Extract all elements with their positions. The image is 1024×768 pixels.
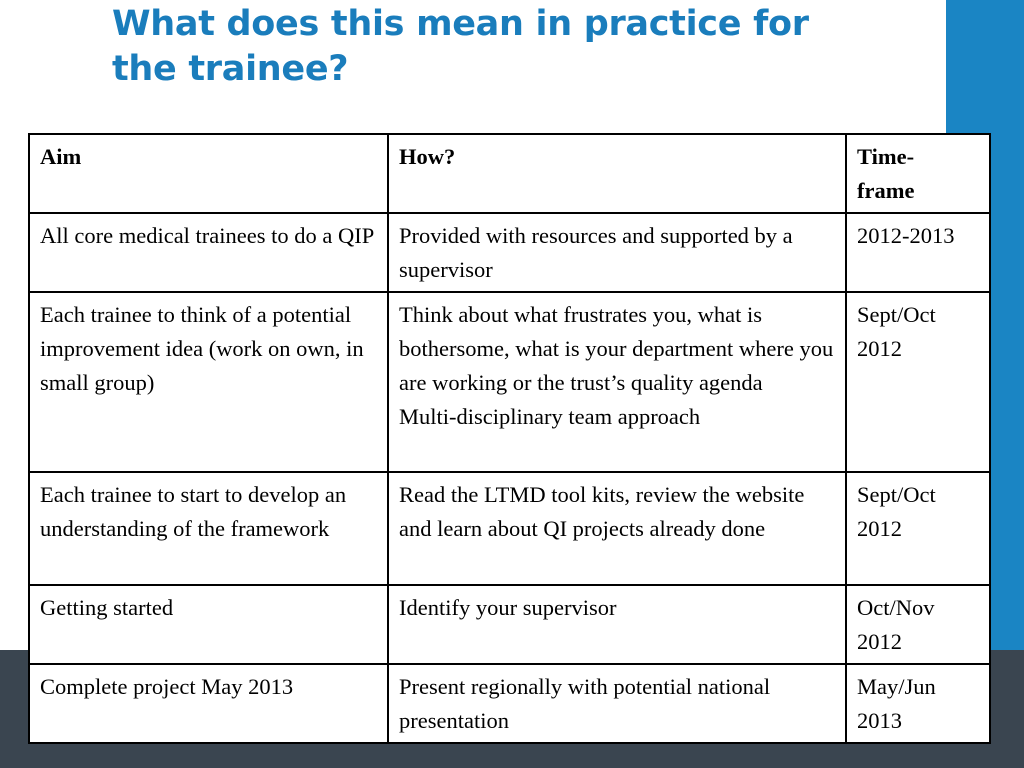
slide-title-line-2: the trainee?: [112, 49, 349, 89]
cell-how-line-2: Multi-disciplinary team approach: [399, 404, 701, 429]
cell-timeframe: Oct/Nov 2012: [846, 585, 990, 664]
header-aim: Aim: [29, 134, 388, 213]
table-row: [29, 664, 990, 743]
table-row: [29, 213, 990, 292]
plan-table-container: [28, 133, 989, 742]
cell-how: [388, 292, 846, 472]
cell-how-line-1: Think about what frustrates you, what is bothersome, what is your department where you are working or the trust’s quality agenda: [399, 302, 834, 395]
slide-title: [112, 2, 932, 92]
header-timeframe-line-2: frame: [857, 178, 915, 203]
cell-aim: Each trainee to start to develop an understanding of the framework: [29, 472, 388, 585]
header-timeframe: [846, 134, 990, 213]
cell-how: Present regionally with potential national presentation: [388, 664, 846, 743]
slide-title-line-1: What does this mean in practice for: [112, 4, 809, 44]
table-row: [29, 585, 990, 664]
plan-table: [28, 133, 991, 744]
cell-timeframe: 2012-2013: [846, 213, 990, 292]
cell-how: Identify your supervisor: [388, 585, 846, 664]
cell-aim: Each trainee to think of a potential improvement idea (work on own, in small group): [29, 292, 388, 472]
cell-timeframe: Sept/Oct 2012: [846, 292, 990, 472]
cell-how: Read the LTMD tool kits, review the website and learn about QI projects already done: [388, 472, 846, 585]
table-row: [29, 472, 990, 585]
cell-aim: Complete project May 2013: [29, 664, 388, 743]
cell-aim: Getting started: [29, 585, 388, 664]
cell-timeframe: May/Jun 2013: [846, 664, 990, 743]
table-row: [29, 292, 990, 472]
table-header-row: [29, 134, 990, 213]
cell-aim: All core medical trainees to do a QIP: [29, 213, 388, 292]
header-how: How?: [388, 134, 846, 213]
cell-timeframe: Sept/Oct 2012: [846, 472, 990, 585]
header-timeframe-line-1: Time-: [857, 144, 915, 169]
cell-how: Provided with resources and supported by a supervisor: [388, 213, 846, 292]
